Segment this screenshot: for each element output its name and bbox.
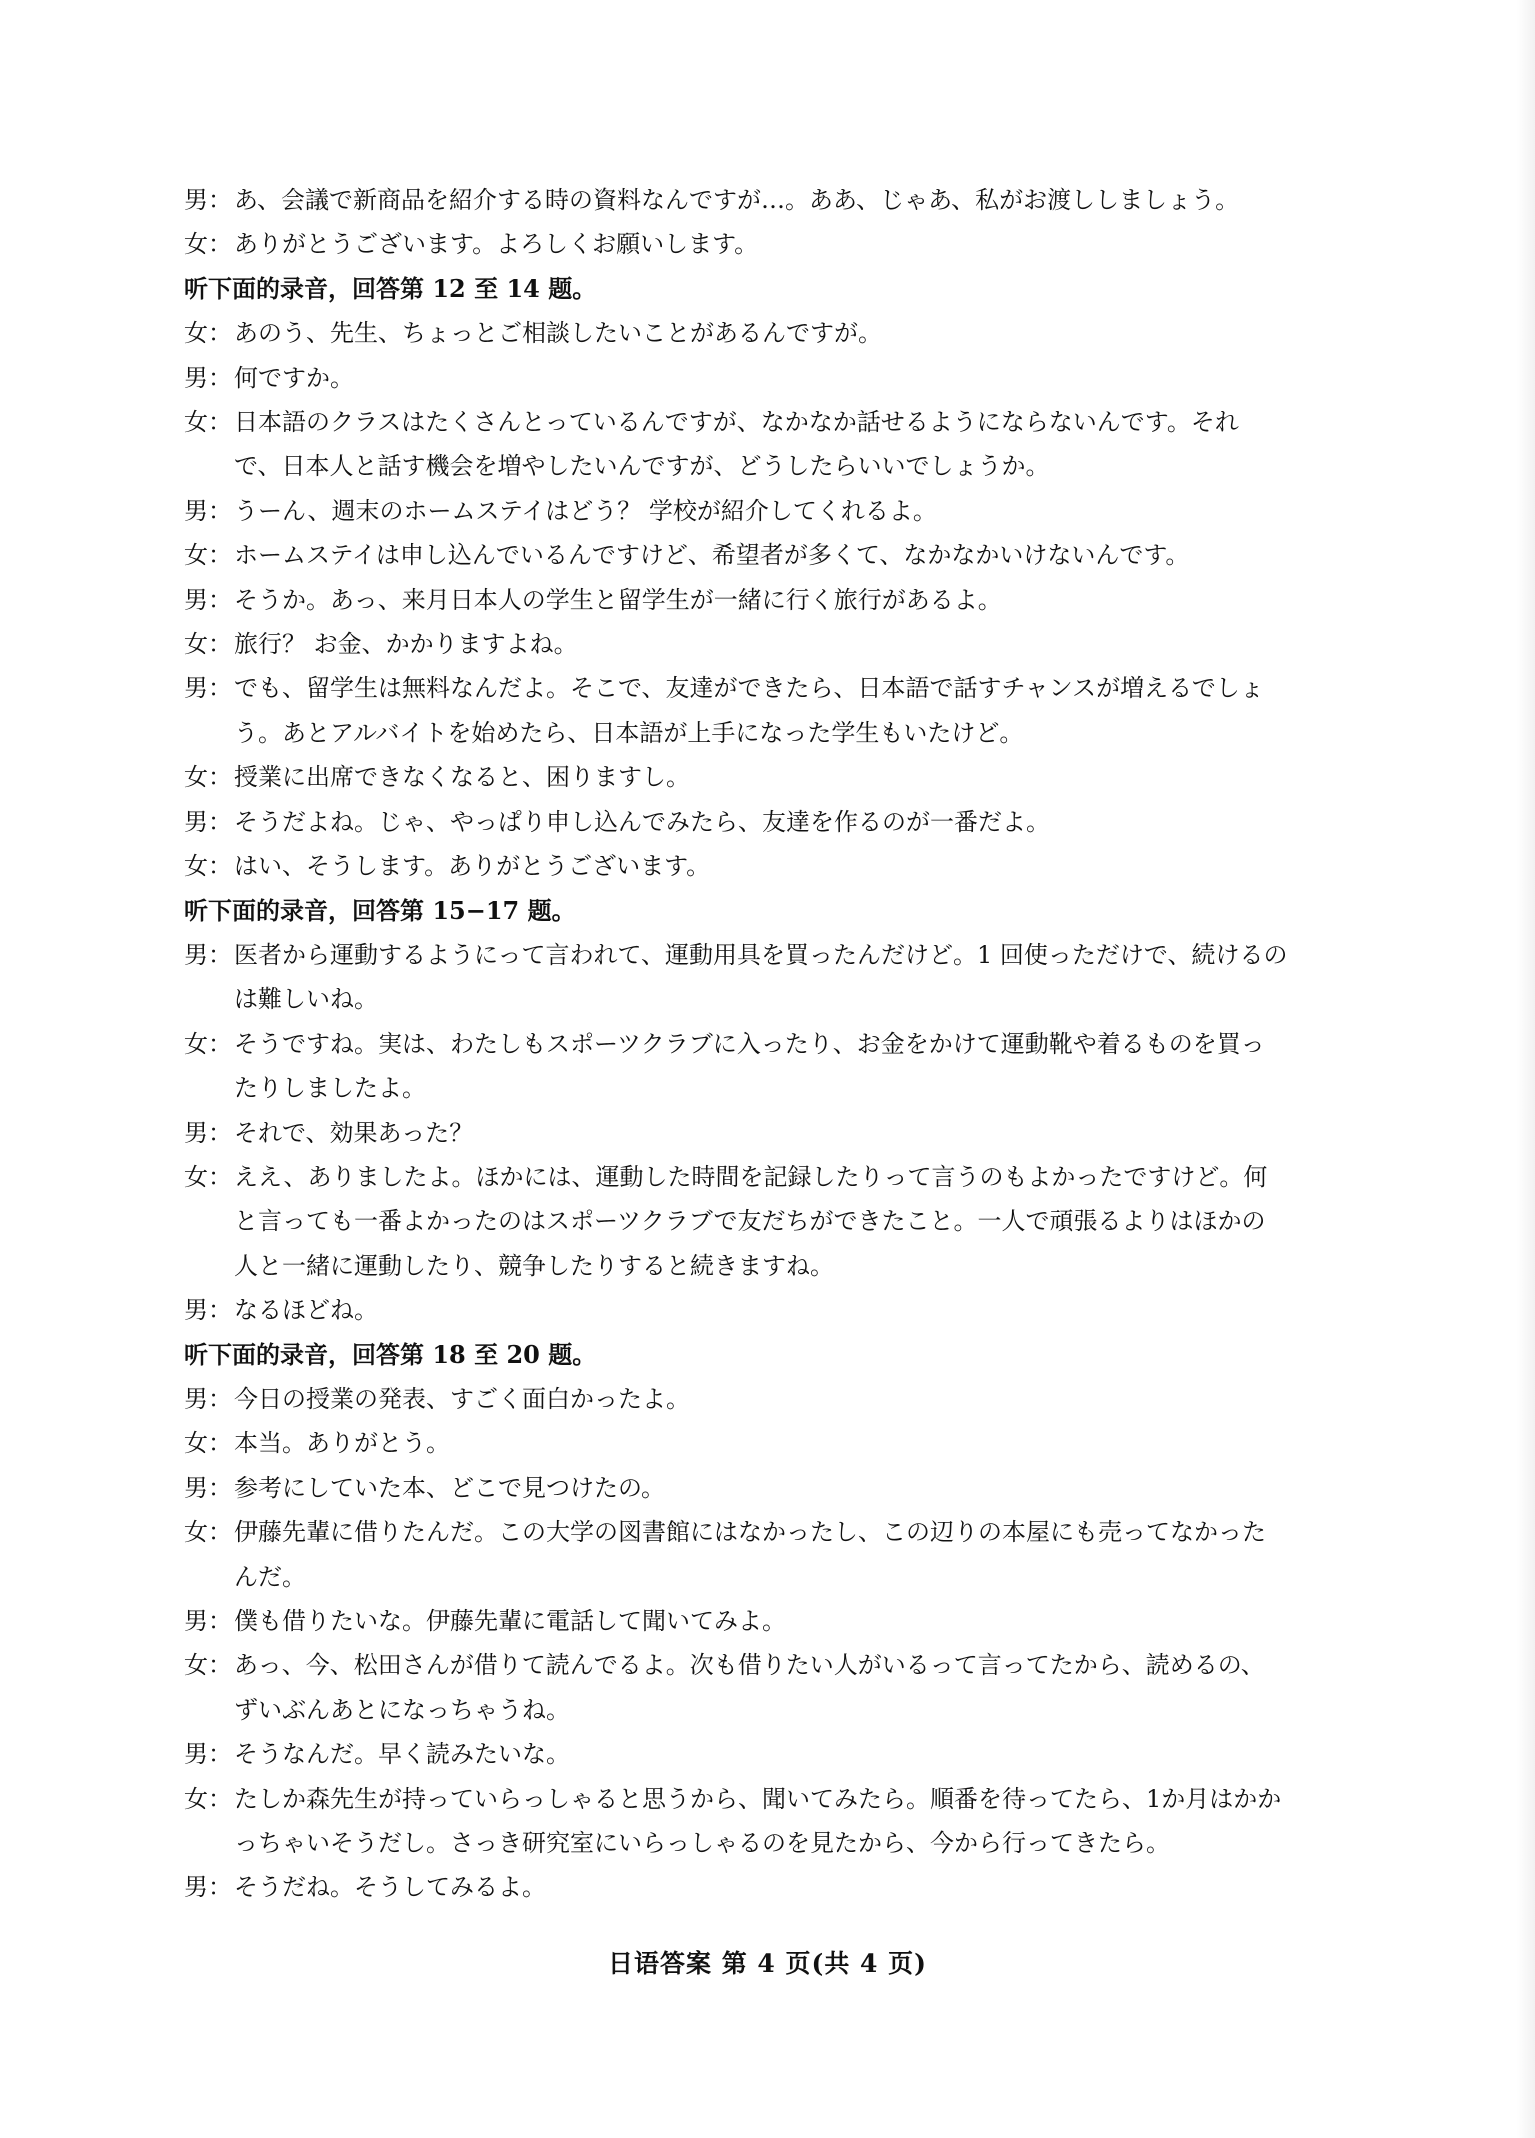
dialog-text: っちゃいそうだし。さっき研究室にいらっしゃるのを見たから、今から行ってきたら。 (234, 1829, 1170, 1858)
dialog-line (184, 622, 1364, 666)
dialog-line (184, 489, 1364, 533)
dialog-line (184, 222, 1364, 266)
speaker-label: 男： (184, 1118, 232, 1147)
dialog-text: 伊藤先輩に借りたんだ。この大学の図書館にはなかったし、この辺りの本屋にも売ってなかった (234, 1518, 1266, 1547)
dialog-line (184, 1643, 1364, 1687)
dialog-text: 人と一緒に運動したり、競争したりすると続きますね。 (234, 1251, 834, 1280)
dialog-text: で、日本人と話す機会を増やしたいんですが、どうしたらいいでしょうか。 (234, 452, 1050, 481)
dialog-line (184, 578, 1364, 622)
dialog-text: ええ、ありましたよ。ほかには、運動した時間を記録したりって言うのもよかったですけど。何 (234, 1162, 1268, 1191)
dialog-text: と言っても一番よかったのはスポーツクラブで友だちができたこと。一人で頑張るよりはほかの (234, 1207, 1266, 1236)
dialog-text: たりしましたよ。 (234, 1074, 426, 1103)
dialog-line (184, 1821, 1364, 1865)
speaker-label: 女： (184, 630, 232, 659)
dialog-text: そうか。あっ、来月日本人の学生と留学生が一緒に行く旅行があるよ。 (234, 585, 1002, 614)
dialog-line (184, 400, 1364, 444)
dialog-text: でも、留学生は無料なんだよ。そこで、友達ができたら、日本語で話すチャンスが増えるでしょ (234, 674, 1264, 703)
dialog-line (184, 1288, 1364, 1332)
dialog-text: うーん、週末のホームステイはどう？ 学校が紹介してくれるよ。 (234, 496, 937, 525)
speaker-label: 女： (184, 319, 232, 348)
dialog-text: はい、そうします。ありがとうございます。 (234, 852, 711, 881)
speaker-label: 男： (184, 1473, 232, 1502)
dialog-line (184, 1555, 1364, 1599)
dialog-line (184, 933, 1364, 977)
dialog-text: あのう、先生、ちょっとご相談したいことがあるんですが。 (234, 319, 882, 348)
dialog-text: は難しいね。 (234, 985, 378, 1014)
speaker-label: 男： (184, 496, 232, 525)
dialog-line (184, 711, 1364, 755)
speaker-label: 女： (184, 1784, 232, 1813)
speaker-label: 女： (184, 408, 232, 437)
dialog-text: あ、会議で新商品を紹介する時の資料なんですが…。ああ、じゃあ、私がお渡ししましょう。 (234, 186, 1240, 214)
speaker-label: 男： (184, 1384, 232, 1413)
dialog-line (184, 1244, 1364, 1288)
dialog-text: あっ、今、松田さんが借りて読んでるよ。次も借りたい人がいるって言ってたから、読めるの、 (234, 1651, 1265, 1680)
dialog-text: なるほどね。 (234, 1296, 378, 1325)
speaker-label: 男： (184, 940, 232, 969)
dialog-text: 授業に出席できなくなると、困りますし。 (234, 763, 690, 792)
speaker-label: 男： (184, 1607, 232, 1635)
dialog-text: 今日の授業の発表、すごく面白かったよ。 (234, 1384, 690, 1413)
page-footer: 日语答案 第 4 页(共 4 页) (608, 1949, 927, 1978)
dialog-line (184, 844, 1364, 888)
dialog-line (184, 1377, 1364, 1421)
speaker-label: 男： (184, 807, 232, 836)
speaker-label: 女： (184, 1162, 232, 1191)
dialog-text: そうですね。実は、わたしもスポーツクラブに入ったり、お金をかけて運動靴や着るものを買っ (234, 1029, 1265, 1058)
dialog-line (184, 311, 1364, 355)
dialog-line (184, 1066, 1364, 1110)
dialog-text: 旅行？ お金、かかりますよね。 (234, 630, 578, 659)
dialog-text: 医者から運動するようにって言われて、運動用具を買ったんだけど。1 回使っただけで、続けるの (234, 940, 1288, 969)
section-heading: 听下面的录音，回答第 18 至 20 题。 (184, 1339, 597, 1369)
speaker-label: 男： (184, 186, 232, 214)
dialog-line (184, 1688, 1364, 1732)
dialog-line (184, 1732, 1364, 1776)
dialog-line (184, 1199, 1364, 1243)
speaker-label: 女： (184, 1651, 232, 1680)
dialog-line (184, 1155, 1364, 1199)
dialog-text: そうなんだ。早く読みたいな。 (234, 1740, 570, 1769)
section-heading: 听下面的录音，回答第 15−17 题。 (184, 895, 576, 925)
dialog-line (184, 1022, 1364, 1066)
dialog-text: そうだね。そうしてみるよ。 (234, 1873, 546, 1902)
dialog-text: 参考にしていた本、どこで見つけたの。 (234, 1473, 666, 1502)
speaker-label: 女： (184, 852, 232, 881)
dialog-text: 本当。ありがとう。 (234, 1429, 450, 1458)
dialog-text: う。あとアルバイトを始めたら、日本語が上手になった学生もいたけど。 (234, 718, 1024, 747)
speaker-label: 女： (184, 230, 232, 259)
dialog-line (184, 1466, 1364, 1510)
speaker-label: 女： (184, 1429, 232, 1458)
dialog-line (184, 1599, 1364, 1643)
page-edge-shadow (1517, 0, 1535, 2138)
speaker-label: 女： (184, 1518, 232, 1547)
speaker-label: 男： (184, 1296, 232, 1325)
speaker-label: 女： (184, 541, 232, 570)
speaker-label: 女： (184, 1029, 232, 1058)
dialog-line (184, 533, 1364, 577)
section-heading: 听下面的录音，回答第 12 至 14 题。 (184, 273, 597, 303)
dialog-text: それで、効果あった？ (234, 1118, 474, 1147)
dialog-line (184, 356, 1364, 400)
dialog-text: 僕も借りたいな。伊藤先輩に電話して聞いてみよ。 (234, 1607, 786, 1635)
speaker-label: 男： (184, 1740, 232, 1769)
dialog-text: ずいぶんあとになっちゃうね。 (234, 1695, 570, 1724)
dialog-text: たしか森先生が持っていらっしゃると思うから、聞いてみたら。順番を待ってたら、1か月はかか (234, 1784, 1282, 1813)
dialog-line (184, 977, 1364, 1021)
transcript-body (184, 178, 1364, 1910)
speaker-label: 男： (184, 585, 232, 614)
dialog-text: んだ。 (234, 1562, 306, 1591)
dialog-line (184, 444, 1364, 488)
dialog-line (184, 800, 1364, 844)
dialog-line (184, 1777, 1364, 1821)
dialog-line (184, 1421, 1364, 1465)
dialog-text: ありがとうございます。よろしくお願いします。 (234, 230, 759, 259)
dialog-line (184, 666, 1364, 710)
speaker-label: 男： (184, 363, 232, 392)
dialog-text: 何ですか。 (234, 363, 354, 392)
speaker-label: 男： (184, 674, 232, 703)
dialog-line (184, 755, 1364, 799)
dialog-line (184, 1111, 1364, 1155)
dialog-text: ホームステイは申し込んでいるんですけど、希望者が多くて、なかなかいけないんです。 (234, 541, 1190, 570)
dialog-text: 日本語のクラスはたくさんとっているんですが、なかなか話せるようにならないんです。それ (234, 408, 1239, 437)
speaker-label: 女： (184, 763, 232, 792)
dialog-line (184, 178, 1364, 222)
speaker-label: 男： (184, 1873, 232, 1902)
dialog-text: そうだよね。じゃ、やっぱり申し込んでみたら、友達を作るのが一番だよ。 (234, 807, 1050, 836)
dialog-line (184, 1865, 1364, 1909)
dialog-line (184, 1510, 1364, 1554)
